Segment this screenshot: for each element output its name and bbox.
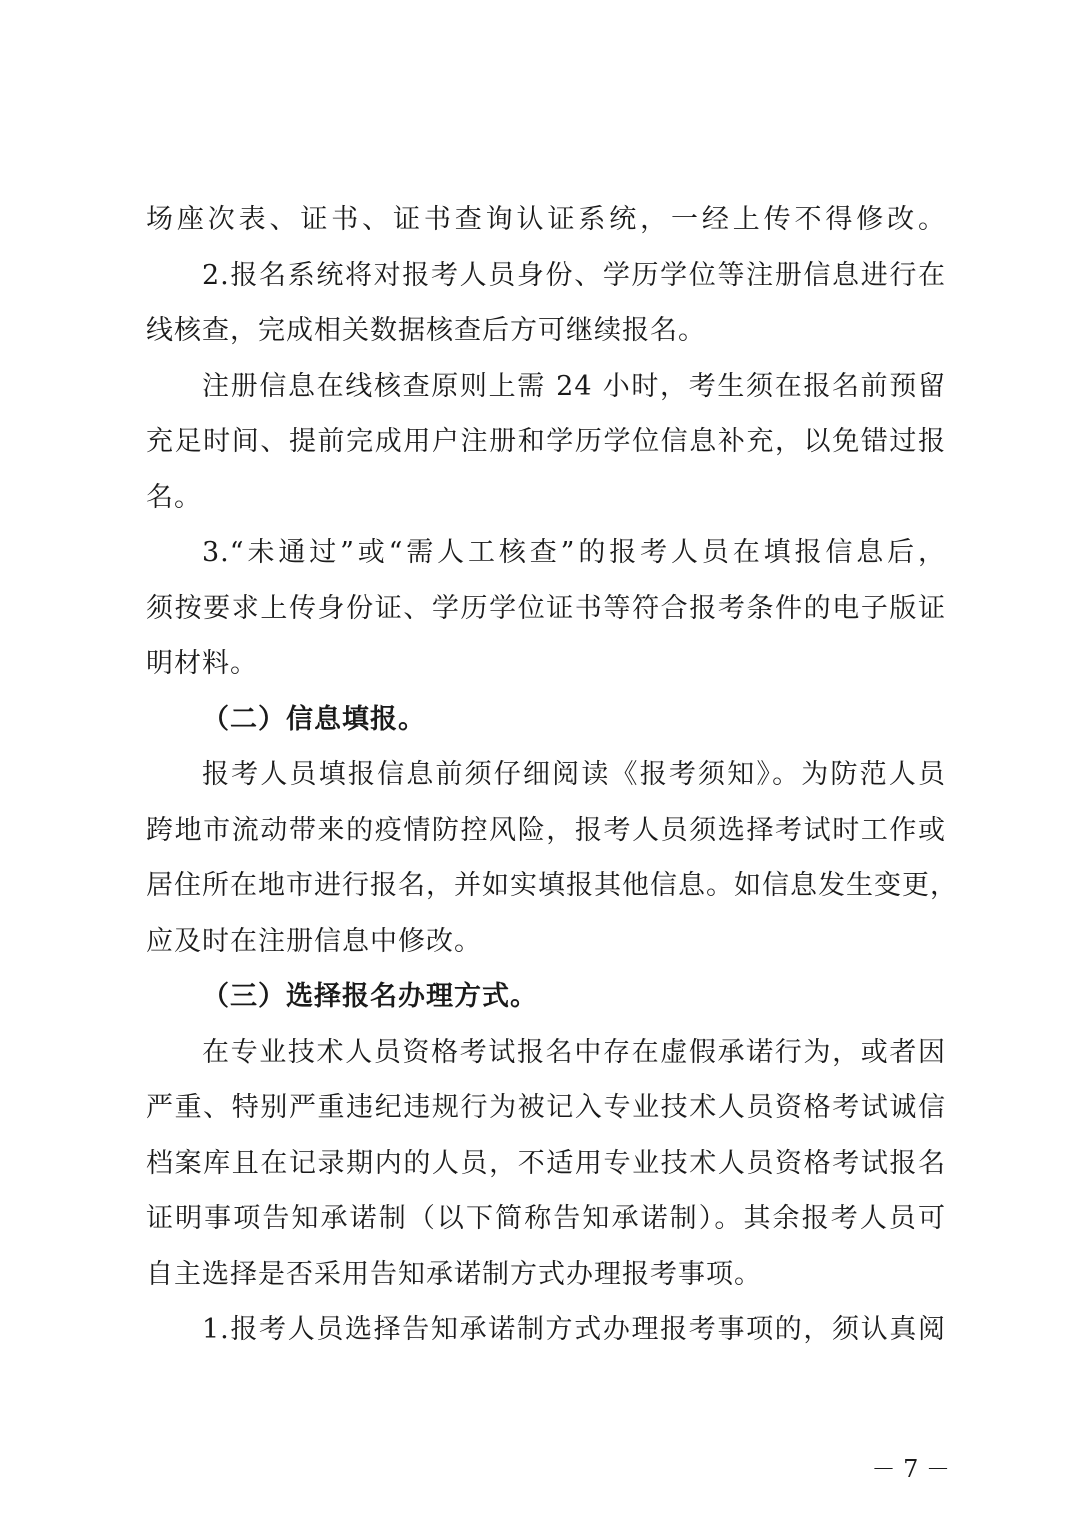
paragraph-start-line: 1.报考人员选择告知承诺制方式办理报考事项的，须认真阅 [202, 1314, 946, 1345]
text-line: 证明事项告知承诺制（以下简称告知承诺制）。其余报考人员可 [146, 1203, 946, 1234]
text-line: 跨地市流动带来的疫情防控风险，报考人员须选择考试时工作或 [146, 815, 946, 846]
text-line: 充足时间、提前完成用户注册和学历学位信息补充，以免错过报 [146, 426, 946, 457]
section-heading: （二）信息填报。 [202, 704, 426, 735]
paragraph-start-line: 报考人员填报信息前须仔细阅读《报考须知》。为防范人员 [202, 759, 946, 790]
text-line: 场座次表、证书、证书查询认证系统，一经上传不得修改。 [146, 204, 946, 235]
section-heading: （三）选择报名办理方式。 [202, 981, 538, 1012]
text-line: 名。 [146, 482, 202, 513]
text-line: 线核查，完成相关数据核查后方可继续报名。 [146, 315, 706, 346]
paragraph-start-line: 3.“未通过”或“需人工核查”的报考人员在填报信息后， [202, 537, 946, 568]
text-line: 严重、特别严重违纪违规行为被记入专业技术人员资格考试诚信 [146, 1092, 946, 1123]
text-line: 须按要求上传身份证、学历学位证书等符合报考条件的电子版证 [146, 593, 946, 624]
page-number: － 7 － [871, 1455, 950, 1483]
text-line: 自主选择是否采用告知承诺制方式办理报考事项。 [146, 1259, 762, 1290]
paragraph-start-line: 注册信息在线核查原则上需 24 小时，考生须在报名前预留 [202, 371, 946, 402]
text-line: 档案库且在记录期内的人员，不适用专业技术人员资格考试报名 [146, 1148, 946, 1179]
paragraph-start-line: 2.报名系统将对报考人员身份、学历学位等注册信息进行在 [202, 260, 946, 291]
paragraph-start-line: 在专业技术人员资格考试报名中存在虚假承诺行为，或者因 [202, 1037, 946, 1068]
text-line: 应及时在注册信息中修改。 [146, 926, 482, 957]
text-line: 明材料。 [146, 648, 258, 679]
text-line: 居住所在地市进行报名，并如实填报其他信息。如信息发生变更， [146, 870, 958, 901]
